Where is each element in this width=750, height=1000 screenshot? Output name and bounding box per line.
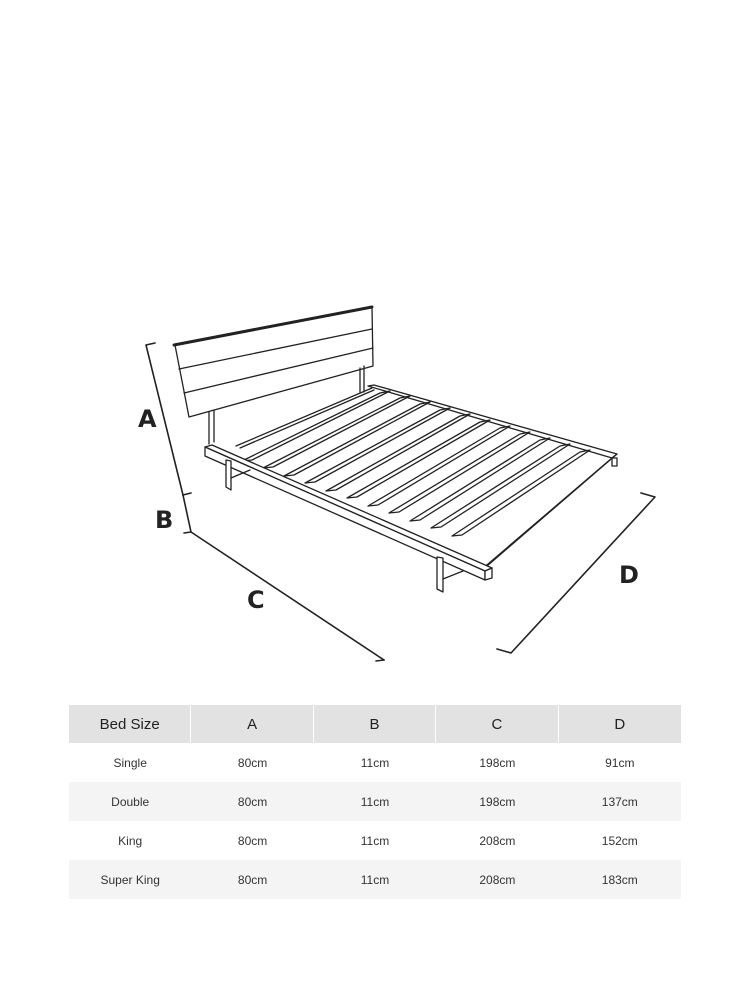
headboard — [174, 307, 373, 444]
cell-d: 152cm — [601, 833, 638, 848]
dimension-label-b: B — [155, 506, 174, 534]
cell-c: 198cm — [479, 755, 516, 770]
cell-b: 11cm — [314, 860, 436, 899]
cell-b: 11cm — [360, 755, 390, 770]
cell-size: Super King — [69, 860, 191, 899]
cell-b: 11cm — [314, 782, 436, 821]
cell-d: 137cm — [559, 782, 681, 821]
cell-a: 80cm — [191, 860, 313, 899]
header-c: C — [436, 705, 558, 743]
dimension-label-a: A — [138, 405, 157, 433]
cell-a: 80cm — [237, 833, 268, 848]
cell-size: King — [118, 833, 143, 848]
header-bed-size: Bed Size — [69, 705, 191, 743]
cell-c: 208cm — [479, 833, 516, 848]
table-header-row — [69, 705, 681, 743]
right-rail — [481, 454, 617, 570]
cell-c: 208cm — [436, 860, 558, 899]
cell-d: 183cm — [559, 860, 681, 899]
cell-size: Double — [69, 782, 191, 821]
table-row — [69, 743, 681, 782]
cell-d: 91cm — [605, 755, 635, 770]
table-row — [69, 860, 681, 899]
bed-size-table — [69, 705, 681, 899]
table-row — [69, 782, 681, 821]
cell-a: 80cm — [191, 782, 313, 821]
header-a: A — [191, 705, 313, 743]
left-rail — [205, 445, 492, 580]
table-row — [69, 821, 681, 860]
cell-size: Single — [113, 755, 147, 770]
cell-c: 198cm — [436, 782, 558, 821]
header-b: B — [314, 705, 436, 743]
header-d: D — [559, 705, 681, 743]
cell-b: 11cm — [360, 833, 390, 848]
cell-a: 80cm — [237, 755, 268, 770]
dimension-label-d: D — [619, 561, 639, 589]
slats — [242, 391, 590, 536]
dimension-label-c: C — [247, 586, 265, 614]
